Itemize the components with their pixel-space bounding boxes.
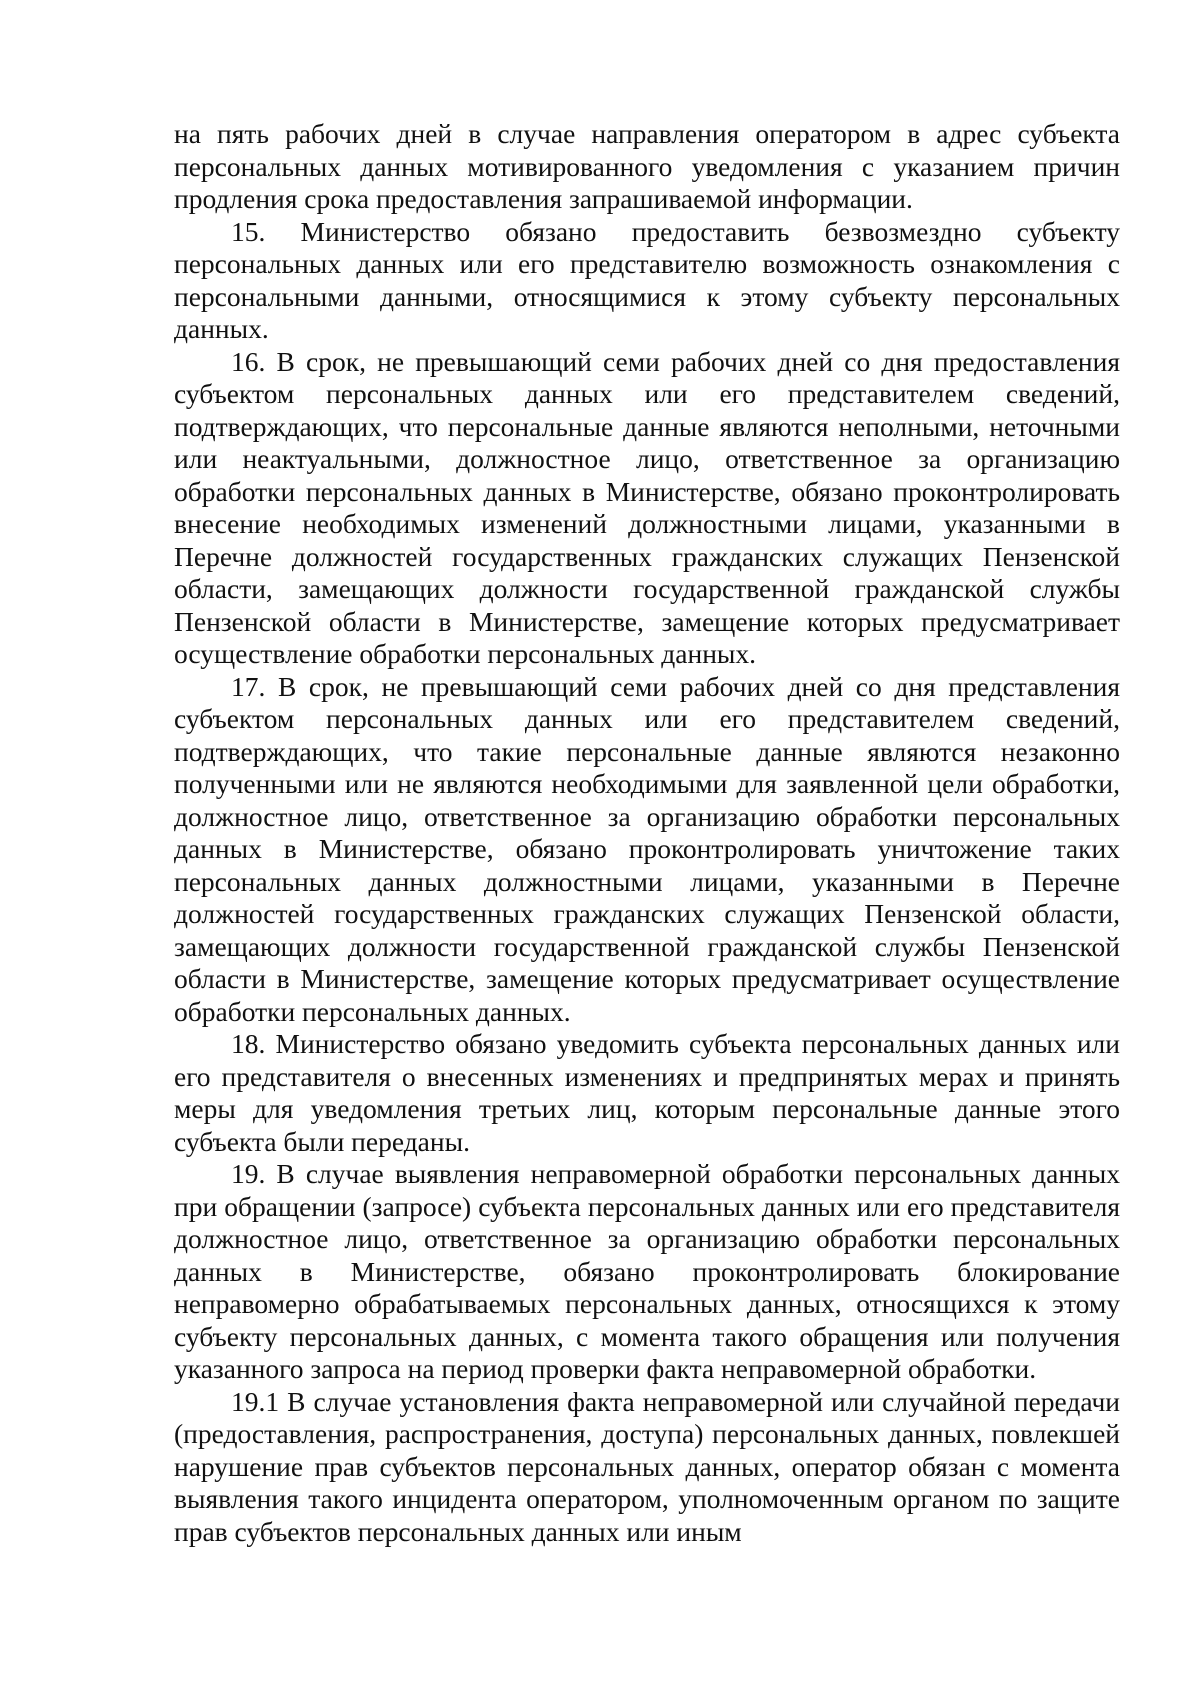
paragraph-19-1: 19.1 В случае установления факта неправомерной или случайной передачи (предоставления, распространения, доступа) персональных данных, повлекшей нарушение прав субъектов персональных данных, оператор обязан с момента выявления такого инцидента оператором, уполномоченным органом по защите прав субъектов персональных данных или иным (174, 1385, 1120, 1547)
document-body (174, 118, 1120, 1548)
paragraph-18: 18. Министерство обязано уведомить субъекта персональных данных или его представителя о внесенных изменениях и предпринятых мерах и принять меры для уведомления третьих лиц, которым персональные данные этого субъекта были переданы. (174, 1028, 1120, 1157)
paragraph-16: 16. В срок, не превышающий семи рабочих дней со дня предоставления субъектом персональных данных или его представителем сведений, подтверждающих, что персональные данные являются неполными, неточными или неактуальными, должностное лицо, ответственное за организацию обработки персональных данных в Министерстве, обязано проконтролировать внесение необходимых изменений должностными лицами, указанными в Перечне должностей государственных гражданских служащих Пензенской области, замещающих должности государственной гражданской службы Пензенской области в Министерстве, замещение которых предусматривает осуществление обработки персональных данных. (174, 345, 1120, 669)
paragraph-15: 15. Министерство обязано предоставить безвозмездно субъекту персональных данных или его представителю возможность ознакомления с персональными данными, относящимися к этому субъекту персональных данных. (174, 215, 1120, 344)
paragraph-19: 19. В случае выявления неправомерной обработки персональных данных при обращении (запросе) субъекта персональных данных или его представителя должностное лицо, ответственное за организацию обработки персональных данных в Министерстве, обязано проконтролировать блокирование неправомерно обрабатываемых персональных данных, относящихся к этому субъекту персональных данных, с момента такого обращения или получения указанного запроса на период проверки факта неправомерной обработки. (174, 1158, 1120, 1384)
paragraph-17: 17. В срок, не превышающий семи рабочих дней со дня представления субъектом персональных данных или его представителем сведений, подтверждающих, что такие персональные данные являются незаконно полученными или не являются необходимыми для заявленной цели обработки, должностное лицо, ответственное за организацию обработки персональных данных в Министерстве, обязано проконтролировать уничтожение таких персональных данных должностными лицами, указанными в Перечне должностей государственных гражданских служащих Пензенской области, замещающих должности государственной гражданской службы Пензенской области в Министерстве, замещение которых предусматривает осуществление обработки персональных данных. (174, 670, 1120, 1027)
paragraph-continuation: на пять рабочих дней в случае направления оператором в адрес субъекта персональных данных мотивированного уведомления с указанием причин продления срока предоставления запрашиваемой информации. (174, 118, 1120, 214)
